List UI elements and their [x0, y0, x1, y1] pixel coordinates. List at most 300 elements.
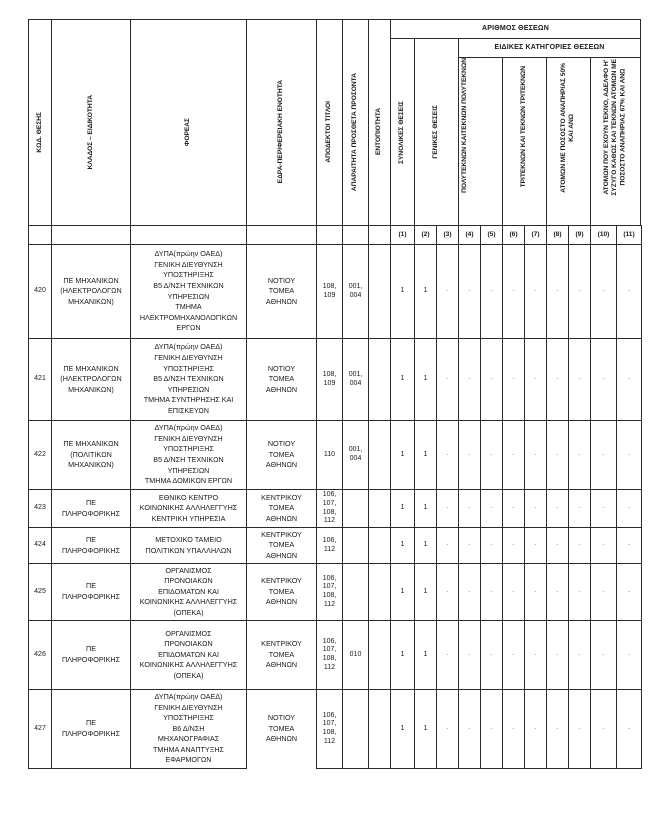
header-agency	[130, 19, 247, 245]
numrow-blank	[28, 225, 52, 245]
row-value-cell	[616, 689, 642, 769]
row-value-cell	[480, 689, 503, 769]
row-value-cell-text: -	[468, 505, 471, 512]
row-value-cell-text: -	[446, 376, 449, 383]
row-value-cell-text: -	[578, 376, 581, 383]
column-number-text: (6)	[509, 230, 518, 238]
row-value-cell	[502, 489, 525, 528]
row-value-cell-text: -	[578, 505, 581, 512]
header-cat4-line2: ΣΥΖΥΓΟ ΚΑΘΩΣ ΚΑΙ ΤΕΚΝΩΝ ΑΤΟΜΩΝ ΜΕ	[611, 59, 619, 196]
row-value-cell	[458, 527, 481, 564]
row-value-cell	[524, 420, 547, 490]
row-required-cell	[342, 489, 369, 528]
row-titles-cell-text: 106, 107, 108, 112	[322, 711, 337, 745]
row-value-cell-text: -	[490, 725, 493, 732]
row-agency-cell-text: ΕΘΝΙΚΟ ΚΕΝΤΡΟ ΚΟΙΝΩΝΙΚΗΣ ΑΛΛΗΛΕΓΓΥΗΣ ΚΕΝΤΡΙΚΗ ΥΠΗΡΕΣΙΑ	[139, 492, 238, 523]
row-value-cell	[436, 620, 459, 690]
row-value-cell	[436, 689, 459, 769]
row-value-cell	[458, 420, 481, 490]
row-agency-cell-text: ΔΥΠΑ(πρώην ΟΑΕΔ) ΓΕΝΙΚΗ ΔΙΕΥΘΥΝΣΗ ΥΠΟΣΤΗΡΙΞΗΣ Β6 Δ/ΝΣΗ ΜΗΧΑΝΟΓΡΑΦΙΑΣ ΤΜΗΜΑ ΑΝΑΠΤΥΞΗΣ ΕΦΑΡΜΟΓΩΝ	[152, 691, 224, 765]
row-code-cell	[28, 338, 52, 421]
row-value-cell	[390, 563, 415, 621]
column-number-text: (9)	[575, 230, 584, 238]
row-seat-cell	[246, 420, 317, 490]
header-titles-label: ΑΠΟΔΕΚΤΟΙ ΤΙΤΛΟΙ	[325, 101, 333, 163]
row-locality-cell	[368, 244, 391, 339]
row-value-cell-text: -	[628, 588, 630, 595]
header-cat3-line1: ΑΤΟΜΩΝ ΜΕ ΠΟΣΟΣΤΟ ΑΝΑΠΗΡΙΑΣ 50%	[560, 63, 568, 193]
row-value-cell-text: -	[534, 505, 537, 512]
row-value-cell-text: -	[512, 451, 515, 458]
row-value-cell-text: -	[446, 542, 449, 549]
row-value-cell	[502, 244, 525, 339]
row-value-cell-text: -	[446, 451, 449, 458]
row-value-cell	[436, 420, 459, 490]
row-value-cell-text: 1	[400, 541, 405, 549]
row-required-cell	[342, 527, 369, 564]
row-branch-cell-text: ΠΕ ΠΛΗΡΟΦΟΡΙΚΗΣ	[61, 534, 121, 555]
row-value-cell	[458, 689, 481, 769]
row-required-cell	[342, 338, 369, 421]
row-branch-cell	[51, 620, 131, 690]
row-agency-cell	[130, 489, 247, 528]
row-value-cell-text: -	[628, 376, 630, 383]
row-seat-cell-text: ΚΕΝΤΡΙΚΟΥ ΤΟΜΕΑ ΑΘΗΝΩΝ	[261, 639, 302, 670]
header-locality	[368, 19, 391, 245]
row-titles-cell-text: 110	[323, 450, 336, 458]
row-agency-cell	[130, 244, 247, 339]
header-cat2-label: ΤΡΙΤΕΚΝΩΝ ΚΑΙ ΤΕΚΝΩΝ ΤΡΙΤΕΚΝΩΝ	[520, 66, 528, 188]
row-seat-cell	[246, 489, 317, 528]
row-value-cell-text: 1	[400, 504, 405, 512]
header-cat3-text	[560, 63, 576, 193]
row-value-cell-text: -	[446, 725, 449, 732]
header-total	[390, 38, 415, 226]
row-titles-cell-text: 106, 112	[322, 536, 337, 553]
numrow-blank	[130, 225, 247, 245]
row-value-cell-text: -	[578, 288, 581, 295]
row-value-cell	[436, 527, 459, 564]
row-value-cell	[568, 563, 591, 621]
numrow-blank	[316, 225, 343, 245]
row-value-cell-text: 1	[400, 724, 405, 732]
header-positions	[390, 19, 641, 39]
row-value-cell-text: -	[468, 542, 471, 549]
header-titles	[316, 19, 343, 245]
row-value-cell	[590, 420, 617, 490]
row-value-cell-text: -	[468, 451, 471, 458]
column-number-text: (3)	[443, 230, 452, 238]
header-cat3	[546, 57, 591, 226]
row-required-cell	[342, 244, 369, 339]
numrow-blank	[51, 225, 131, 245]
header-total-label: ΣΥΝΟΛΙΚΕΣ ΘΕΣΕΙΣ	[398, 100, 406, 164]
row-value-cell	[616, 620, 642, 690]
row-required-cell	[342, 563, 369, 621]
row-locality-cell	[368, 620, 391, 690]
row-value-cell-text: -	[468, 725, 471, 732]
row-value-cell-text: -	[602, 651, 605, 658]
row-value-cell	[616, 338, 642, 421]
header-cat3-line2: ΚΑΙ ΑΝΩ	[568, 113, 576, 142]
row-value-cell-text: -	[446, 288, 449, 295]
row-seat-cell	[246, 244, 317, 339]
header-cat1-label: ΠΟΛΥΤΕΚΝΩΝ ΚΑΙΤΕΚΝΩΝ ΠΟΛΥΤΕΚΝΩΝ	[461, 58, 468, 193]
row-locality-cell	[368, 420, 391, 490]
row-code-cell-text: 423	[34, 504, 46, 512]
header-cat2	[502, 57, 547, 226]
column-number	[436, 225, 459, 245]
row-value-cell-text: 1	[400, 375, 405, 383]
header-cat4	[590, 57, 641, 226]
row-seat-cell	[246, 689, 317, 769]
column-number	[524, 225, 547, 245]
row-value-cell	[590, 527, 617, 564]
row-code-cell-text: 420	[34, 287, 46, 295]
row-value-cell	[590, 338, 617, 421]
row-titles-cell	[316, 563, 343, 621]
row-value-cell-text: -	[534, 725, 537, 732]
column-number-text: (2)	[421, 230, 430, 238]
row-agency-cell-text: ΟΡΓΑΝΙΣΜΟΣ ΠΡΟΝΟΙΑΚΩΝ ΕΠΙΔΟΜΑΤΩΝ ΚΑΙ ΚΟΙΝΩΝΙΚΗΣ ΑΛΛΗΛΕΓΓΥΗΣ (ΟΠΕΚΑ)	[139, 628, 238, 680]
row-agency-cell	[130, 620, 247, 690]
row-code-cell-text: 426	[34, 650, 46, 658]
row-value-cell-text: -	[446, 588, 449, 595]
row-value-cell-text: -	[468, 651, 471, 658]
row-titles-cell	[316, 420, 343, 490]
header-cat4-line3: ΠΟΣΟΣΤΟ ΑΝΑΠΗΡΙΑΣ 67% ΚΑΙ ΑΝΩ	[619, 68, 627, 186]
header-general-label: ΓΕΝΙΚΕΣ ΘΕΣΕΙΣ	[432, 105, 440, 159]
row-value-cell	[568, 689, 591, 769]
row-titles-cell-text: 108, 109	[322, 282, 337, 299]
row-value-cell	[546, 338, 569, 421]
header-special-label: ΕΙΔΙΚΕΣ ΚΑΤΗΓΟΡΙΕΣ ΘΕΣΕΩΝ	[494, 43, 605, 51]
row-locality-cell	[368, 338, 391, 421]
row-value-cell	[390, 620, 415, 690]
column-number-text: (10)	[597, 230, 610, 238]
row-value-cell-text: -	[468, 288, 471, 295]
row-value-cell	[502, 689, 525, 769]
row-value-cell-text: -	[602, 451, 605, 458]
header-code-label: ΚΩΔ. ΘΕΣΗΣ	[35, 111, 43, 153]
row-value-cell-text: -	[628, 651, 630, 658]
row-value-cell-text: -	[628, 505, 630, 512]
row-value-cell	[458, 244, 481, 339]
row-value-cell	[502, 527, 525, 564]
column-number-text: (4)	[465, 230, 474, 238]
row-agency-cell-text: ΔΥΠΑ(πρώην ΟΑΕΔ) ΓΕΝΙΚΗ ΔΙΕΥΘΥΝΣΗ ΥΠΟΣΤΗΡΙΞΗΣ Β5 Δ/ΝΣΗ ΤΕΧΝΙΚΩΝ ΥΠΗΡΕΣΙΩΝ ΤΜΗΜΑ ΔΟΜΙΚΩΝ ΕΡΓΩΝ	[144, 423, 233, 486]
row-code-cell-text: 425	[34, 587, 46, 595]
row-code-cell-text: 424	[34, 541, 46, 549]
header-code	[28, 19, 52, 245]
row-branch-cell	[51, 489, 131, 528]
row-value-cell	[414, 489, 437, 528]
header-branch	[51, 19, 131, 245]
row-value-cell	[568, 527, 591, 564]
row-value-cell	[390, 489, 415, 528]
row-value-cell	[414, 563, 437, 621]
row-value-cell-text: -	[602, 505, 605, 512]
row-value-cell	[524, 489, 547, 528]
column-number	[616, 225, 642, 245]
row-value-cell-text: -	[490, 505, 493, 512]
row-value-cell	[546, 563, 569, 621]
row-code-cell	[28, 420, 52, 490]
row-value-cell	[590, 689, 617, 769]
row-value-cell-text: -	[578, 588, 581, 595]
row-value-cell	[458, 489, 481, 528]
row-value-cell	[414, 620, 437, 690]
row-value-cell-text: -	[490, 376, 493, 383]
row-value-cell	[524, 689, 547, 769]
row-agency-cell-text: ΟΡΓΑΝΙΣΜΟΣ ΠΡΟΝΟΙΑΚΩΝ ΕΠΙΔΟΜΑΤΩΝ ΚΑΙ ΚΟΙΝΩΝΙΚΗΣ ΑΛΛΗΛΕΓΓΥΗΣ (ΟΠΕΚΑ)	[139, 565, 238, 617]
row-value-cell-text: -	[534, 376, 537, 383]
row-value-cell-text: 1	[423, 504, 428, 512]
row-value-cell	[616, 527, 642, 564]
header-seat	[246, 19, 317, 245]
row-required-cell	[342, 620, 369, 690]
row-code-cell	[28, 563, 52, 621]
row-value-cell	[616, 244, 642, 339]
row-agency-cell	[130, 527, 247, 564]
row-value-cell-text: 1	[423, 450, 428, 458]
header-locality-label: ΕΝΤΟΠΙΟΤΗΤΑ	[375, 108, 383, 156]
row-value-cell	[590, 620, 617, 690]
row-branch-cell	[51, 338, 131, 421]
row-branch-cell-text: ΠΕ ΜΗΧΑΝΙΚΩΝ (ΗΛΕΚΤΡΟΛΟΓΩΝ ΜΗΧΑΝΙΚΩΝ)	[60, 363, 122, 394]
row-seat-cell-text: ΝΟΤΙΟΥ ΤΟΜΕΑ ΑΘΗΝΩΝ	[265, 275, 298, 306]
row-seat-cell-text: ΝΟΤΙΟΥ ΤΟΜΕΑ ΑΘΗΝΩΝ	[265, 363, 298, 394]
header-seat-label: ΕΔΡΑ-ΠΕΡΙΦΕΡΕΙΑΚΗ ΕΝΟΤΗΤΑ	[277, 80, 285, 184]
row-value-cell-text: 1	[400, 587, 405, 595]
row-locality-cell	[368, 563, 391, 621]
header-cat4-text	[603, 59, 628, 196]
row-required-cell-text: 001, 004	[348, 370, 363, 387]
row-value-cell	[546, 620, 569, 690]
row-value-cell	[458, 338, 481, 421]
header-special	[458, 38, 641, 58]
row-value-cell-text: -	[490, 451, 493, 458]
row-seat-cell-text: ΚΕΝΤΡΙΚΟΥ ΤΟΜΕΑ ΑΘΗΝΩΝ	[261, 492, 302, 523]
row-value-cell-text: -	[628, 542, 630, 549]
column-number	[414, 225, 437, 245]
row-value-cell	[458, 563, 481, 621]
row-value-cell-text: -	[556, 505, 559, 512]
row-code-cell	[28, 489, 52, 528]
row-value-cell	[390, 689, 415, 769]
row-value-cell-text: -	[578, 651, 581, 658]
row-value-cell	[616, 489, 642, 528]
row-seat-cell-text: ΝΟΤΙΟΥ ΤΟΜΕΑ ΑΘΗΝΩΝ	[265, 439, 298, 470]
row-value-cell-text: 1	[423, 287, 428, 295]
column-number	[502, 225, 525, 245]
row-value-cell-text: -	[578, 725, 581, 732]
column-number-text: (7)	[531, 230, 540, 238]
row-code-cell	[28, 620, 52, 690]
row-agency-cell-text: ΔΥΠΑ(πρώην ΟΑΕΔ) ΓΕΝΙΚΗ ΔΙΕΥΘΥΝΣΗ ΥΠΟΣΤΗΡΙΞΗΣ Β5 Δ/ΝΣΗ ΤΕΧΝΙΚΩΝ ΥΠΗΡΕΣΙΩΝ ΤΜΗΜΑ ΣΥΝΤΗΡΗΣΗΣ ΚΑΙ ΕΠΙΣΚΕΥΩΝ	[143, 342, 234, 415]
row-value-cell-text: 1	[400, 287, 405, 295]
row-seat-cell	[246, 527, 317, 564]
column-number-text: (8)	[553, 230, 562, 238]
row-locality-cell	[368, 527, 391, 564]
row-value-cell	[390, 244, 415, 339]
row-branch-cell-text: ΠΕ ΜΗΧΑΝΙΚΩΝ (ΠΟΛΙΤΙΚΩΝ ΜΗΧΑΝΙΚΩΝ)	[63, 439, 119, 470]
row-value-cell-text: -	[534, 588, 537, 595]
row-value-cell	[590, 489, 617, 528]
row-agency-cell	[130, 689, 247, 769]
numrow-blank	[368, 225, 391, 245]
row-value-cell	[480, 527, 503, 564]
row-value-cell	[524, 563, 547, 621]
row-value-cell	[414, 244, 437, 339]
row-value-cell-text: -	[512, 651, 515, 658]
row-value-cell	[414, 689, 437, 769]
row-value-cell	[524, 527, 547, 564]
header-cat4-line1: ΑΤΟΜΩΝ ΠΟΥ ΕΧΟΥΝ ΤΕΚΝΟ, ΑΔΕΛΦΟ Η'	[603, 59, 611, 195]
row-agency-cell-text: ΔΥΠΑ(πρώην ΟΑΕΔ) ΓΕΝΙΚΗ ΔΙΕΥΘΥΝΣΗ ΥΠΟΣΤΗΡΙΞΗΣ Β5 Δ/ΝΣΗ ΤΕΧΝΙΚΩΝ ΥΠΗΡΕΣΙΩΝ ΤΜΗΜΑ ΗΛΕΚΤΡΟΜΗΧΑΝΟΛΟΓΙΚΩΝ ΕΡΓΩΝ	[139, 249, 238, 333]
row-seat-cell-text: ΝΟΤΙΟΥ ΤΟΜΕΑ ΑΘΗΝΩΝ	[265, 713, 298, 744]
row-value-cell-text: -	[602, 288, 605, 295]
row-value-cell	[502, 620, 525, 690]
row-value-cell-text: -	[490, 288, 493, 295]
row-value-cell	[458, 620, 481, 690]
row-seat-cell	[246, 563, 317, 621]
row-agency-cell-text: ΜΕΤΟΧΙΚΟ ΤΑΜΕΙΟ ΠΟΛΙΤΙΚΩΝ ΥΠΑΛΛΗΛΩΝ	[145, 534, 232, 555]
row-value-cell	[414, 338, 437, 421]
row-code-cell	[28, 689, 52, 769]
header-cat1	[458, 57, 503, 226]
row-agency-cell	[130, 420, 247, 490]
row-value-cell	[524, 244, 547, 339]
row-value-cell-text: 1	[423, 724, 428, 732]
row-value-cell-text: -	[534, 651, 537, 658]
row-value-cell	[546, 689, 569, 769]
row-value-cell-text: 1	[400, 650, 405, 658]
row-value-cell-text: -	[556, 588, 559, 595]
row-titles-cell	[316, 244, 343, 339]
row-value-cell	[480, 244, 503, 339]
row-value-cell-text: -	[578, 451, 581, 458]
row-titles-cell	[316, 689, 343, 769]
row-branch-cell	[51, 527, 131, 564]
row-value-cell	[414, 420, 437, 490]
row-titles-cell	[316, 527, 343, 564]
row-seat-cell-text: ΚΕΝΤΡΙΚΟΥ ΤΟΜΕΑ ΑΘΗΝΩΝ	[261, 529, 302, 560]
row-branch-cell	[51, 689, 131, 769]
row-value-cell-text: 1	[423, 587, 428, 595]
row-value-cell	[546, 527, 569, 564]
row-value-cell	[436, 489, 459, 528]
row-value-cell	[546, 244, 569, 339]
row-value-cell-text: 1	[400, 450, 405, 458]
row-branch-cell	[51, 420, 131, 490]
row-value-cell-text: 1	[423, 375, 428, 383]
row-value-cell	[390, 338, 415, 421]
row-value-cell-text: -	[490, 542, 493, 549]
column-number	[480, 225, 503, 245]
header-agency-label: ΦΟΡΕΑΣ	[184, 117, 192, 147]
row-seat-cell	[246, 620, 317, 690]
row-branch-cell-text: ΠΕ ΠΛΗΡΟΦΟΡΙΚΗΣ	[61, 644, 121, 664]
column-number	[458, 225, 481, 245]
row-value-cell-text: -	[556, 542, 559, 549]
row-value-cell	[390, 527, 415, 564]
row-value-cell-text: -	[628, 451, 630, 458]
row-code-cell-text: 421	[34, 375, 46, 383]
row-value-cell	[414, 527, 437, 564]
row-value-cell	[390, 420, 415, 490]
row-value-cell-text: -	[512, 288, 515, 295]
row-value-cell	[546, 420, 569, 490]
row-value-cell-text: 1	[423, 541, 428, 549]
row-value-cell-text: -	[578, 542, 581, 549]
row-value-cell-text: -	[512, 505, 515, 512]
row-value-cell	[568, 338, 591, 421]
row-value-cell-text: -	[512, 588, 515, 595]
row-branch-cell-text: ΠΕ ΜΗΧΑΝΙΚΩΝ (ΗΛΕΚΤΡΟΛΟΓΩΝ ΜΗΧΑΝΙΚΩΝ)	[60, 275, 122, 306]
row-value-cell	[480, 489, 503, 528]
header-general	[414, 38, 459, 226]
row-value-cell	[616, 563, 642, 621]
row-value-cell	[480, 420, 503, 490]
row-value-cell-text: -	[468, 588, 471, 595]
row-titles-cell-text: 108, 109	[322, 370, 337, 387]
row-value-cell-text: -	[534, 451, 537, 458]
row-value-cell-text: -	[556, 376, 559, 383]
row-required-cell-text: 010	[349, 650, 362, 658]
row-value-cell	[480, 338, 503, 421]
row-agency-cell	[130, 563, 247, 621]
row-locality-cell	[368, 689, 391, 769]
header-branch-label: ΚΛΑΔΟΣ – ΕΙΔΙΚΟΤΗΤΑ	[86, 94, 94, 170]
row-value-cell-text: -	[490, 588, 493, 595]
column-number-text: (1)	[398, 230, 407, 238]
row-code-cell-text: 422	[34, 450, 46, 458]
row-seat-cell-text: ΚΕΝΤΡΙΚΟΥ ΤΟΜΕΑ ΑΘΗΝΩΝ	[261, 576, 302, 607]
column-number	[590, 225, 617, 245]
row-value-cell-text: -	[534, 288, 537, 295]
row-value-cell	[568, 620, 591, 690]
row-value-cell-text: -	[556, 451, 559, 458]
column-number	[390, 225, 415, 245]
row-value-cell-text: -	[628, 288, 630, 295]
row-branch-cell	[51, 244, 131, 339]
row-value-cell-text: -	[490, 651, 493, 658]
header-positions-label: ΑΡΙΘΜΟΣ ΘΕΣΕΩΝ	[482, 24, 549, 32]
column-number	[546, 225, 569, 245]
row-titles-cell	[316, 338, 343, 421]
row-value-cell	[436, 244, 459, 339]
row-branch-cell-text: ΠΕ ΠΛΗΡΟΦΟΡΙΚΗΣ	[61, 581, 121, 601]
header-required	[342, 19, 369, 245]
row-value-cell	[568, 244, 591, 339]
row-value-cell	[502, 563, 525, 621]
row-value-cell	[436, 563, 459, 621]
row-locality-cell	[368, 489, 391, 528]
numrow-blank	[342, 225, 369, 245]
row-value-cell	[502, 338, 525, 421]
row-value-cell-text: -	[446, 651, 449, 658]
row-value-cell-text: -	[628, 725, 630, 732]
row-code-cell-text: 427	[34, 724, 46, 732]
row-seat-cell	[246, 338, 317, 421]
row-value-cell-text: -	[556, 725, 559, 732]
row-titles-cell	[316, 620, 343, 690]
row-value-cell-text: -	[602, 542, 605, 549]
row-value-cell-text: -	[468, 376, 471, 383]
column-number-text: (5)	[487, 230, 496, 238]
row-branch-cell-text: ΠΕ ΠΛΗΡΟΦΟΡΙΚΗΣ	[61, 497, 121, 518]
